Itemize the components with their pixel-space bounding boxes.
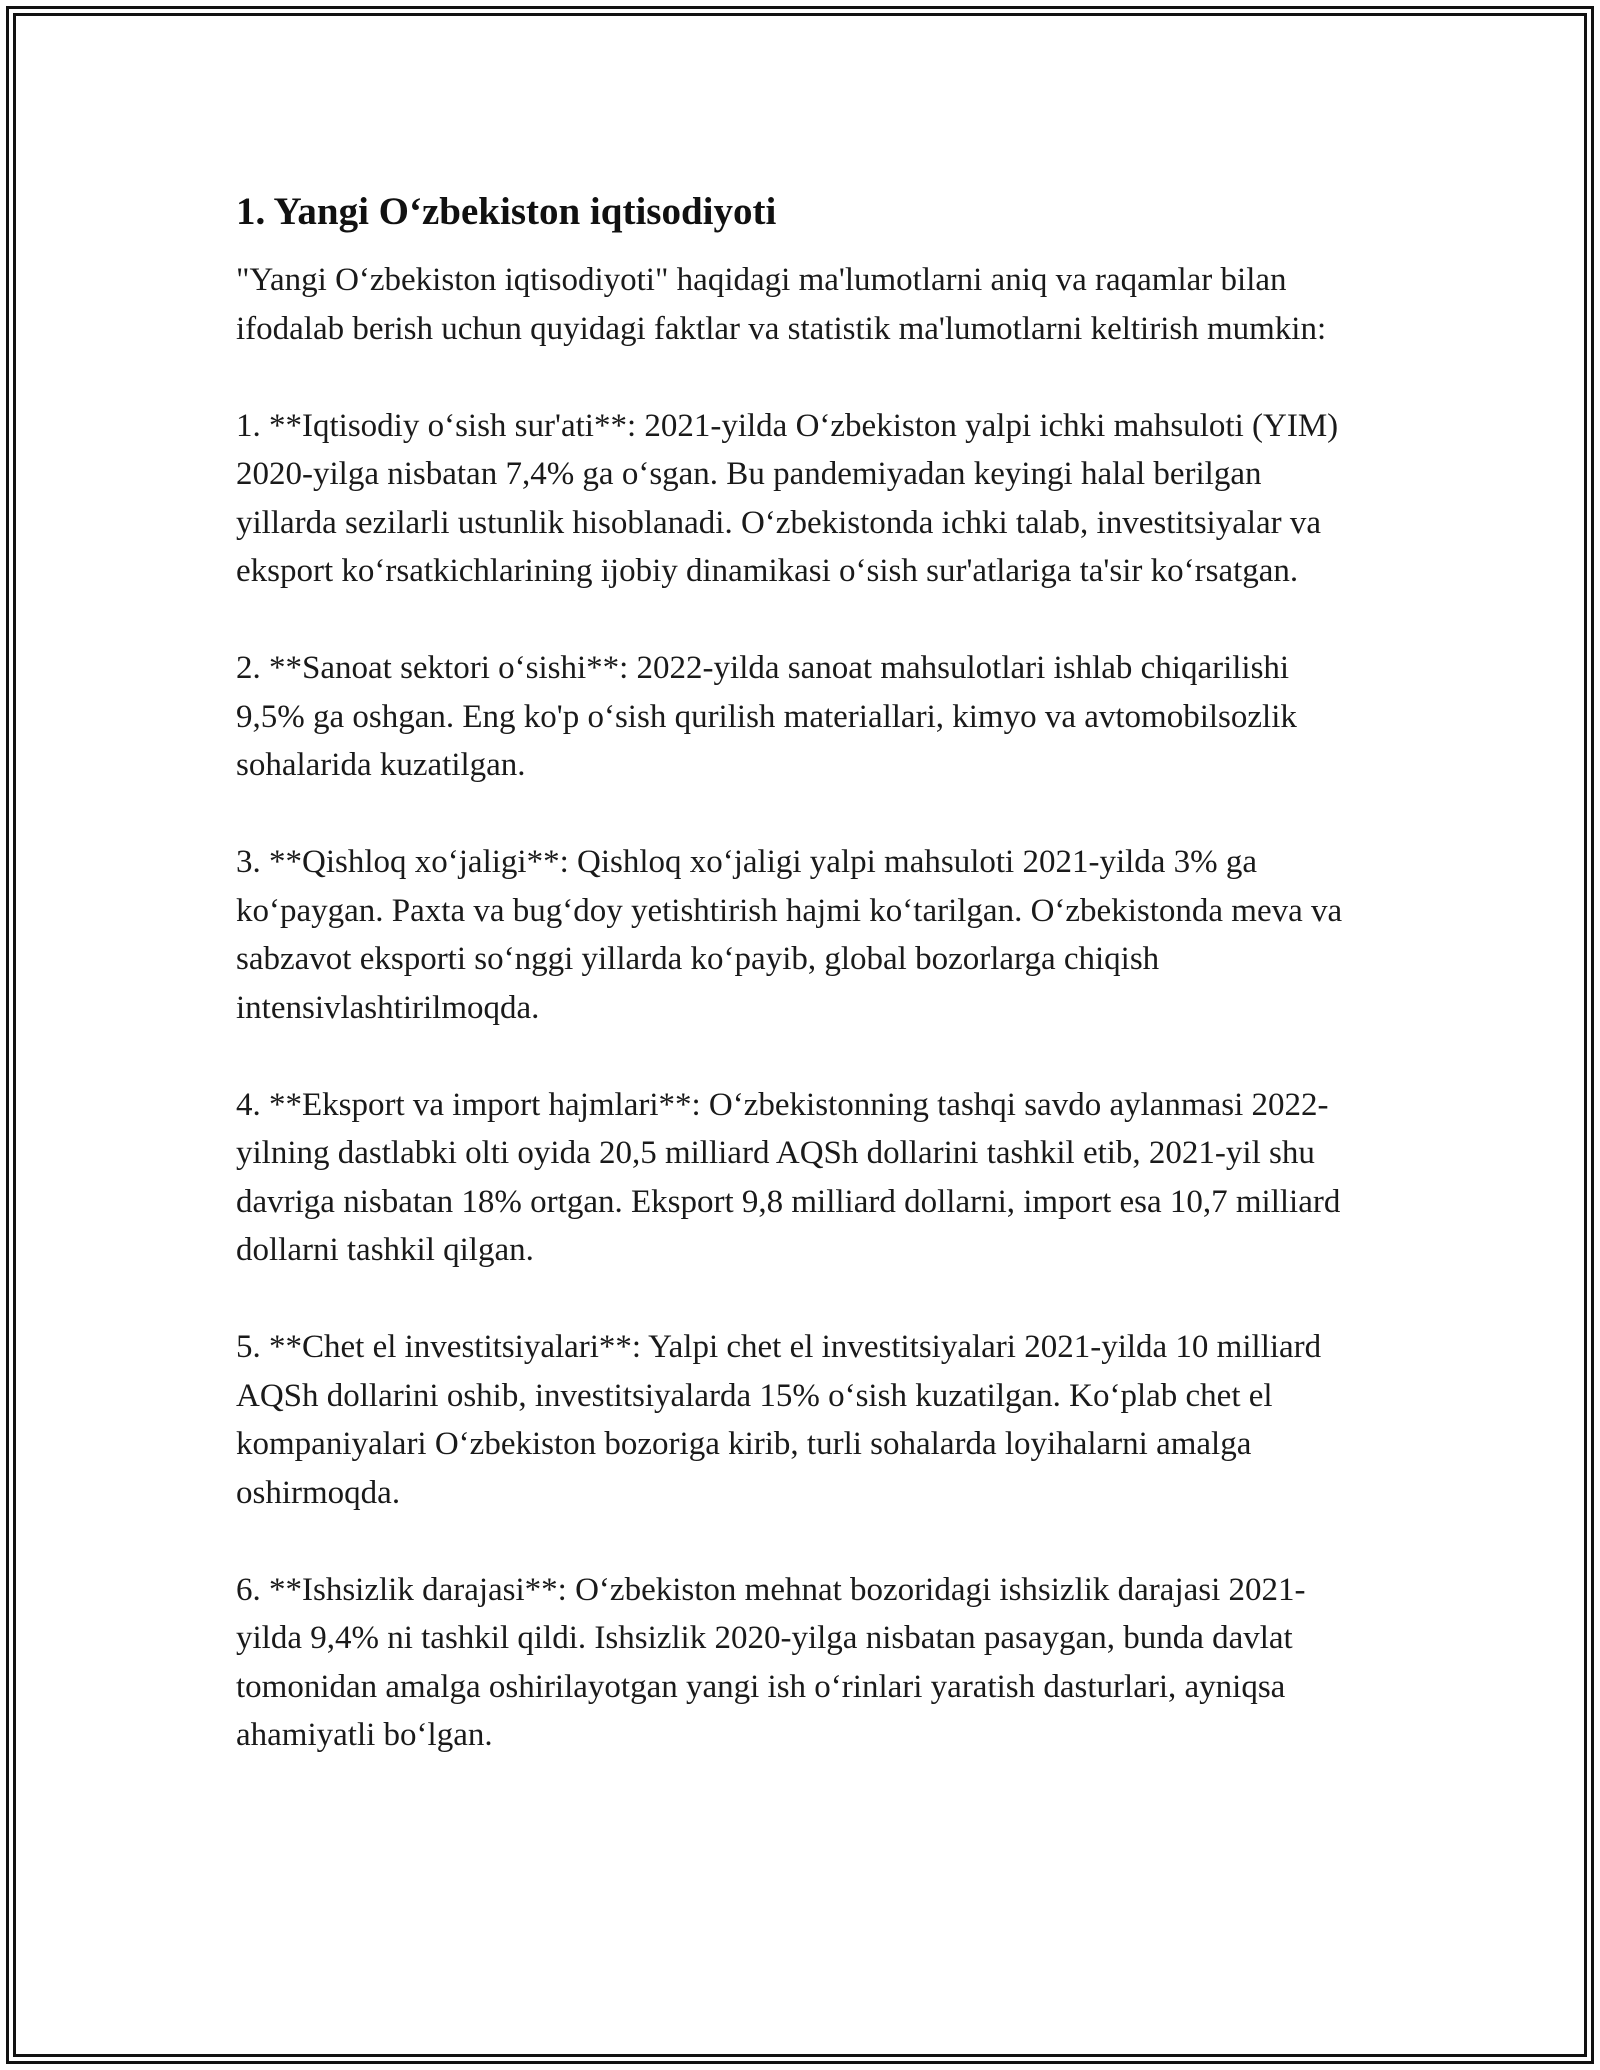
- list-item-industry-growth: 2. **Sanoat sektori o‘sishi**: 2022-yilda sanoat mahsulotlari ishlab chiqarilishi 9,5% ga oshgan. Eng ko'p o‘sish qurilish materiallari, kimyo va avtomobilsozlik sohalarida kuzatilgan.: [236, 650, 1297, 783]
- document-title: 1. Yangi O‘zbekiston iqtisodiyoti: [236, 190, 777, 233]
- list-item-unemployment: 6. **Ishsizlik darajasi**: O‘zbekiston mehnat bozoridagi ishsizlik darajasi 2021-yilda 9,4% ni tashkil qildi. Ishsizlik 2020-yilga nisbatan pasaygan, bunda davlat tomonidan amalga oshirilayotgan yangi ish o‘rinlari yaratish dasturlari, ayniqsa ahamiyatli bo‘lgan.: [236, 1571, 1306, 1753]
- list-item-economic-growth: 1. **Iqtisodiy o‘sish sur'ati**: 2021-yilda O‘zbekiston yalpi ichki mahsuloti (YIM) 2020-yilga nisbatan 7,4% ga o‘sgan. Bu pandemiyadan keyingi halal berilgan yillarda sezilarli ustunlik hisoblanadi. O‘zbekistonda ichki talab, investitsiyalar va eksport ko‘rsatkichlarining ijobiy dinamikasi o‘sish sur'atlariga ta'sir ko‘rsatgan.: [236, 407, 1339, 589]
- list-item-foreign-investment: 5. **Chet el investitsiyalari**: Yalpi chet el investitsiyalari 2021-yilda 10 milliard AQSh dollarini oshib, investitsiyalarda 15% o‘sish kuzatilgan. Ko‘plab chet el kompaniyalari O‘zbekiston bozoriga kirib, turli sohalarda loyihalarni amalga oshirmoqda.: [236, 1329, 1322, 1511]
- list-item-agriculture: 3. **Qishloq xo‘jaligi**: Qishloq xo‘jaligi yalpi mahsuloti 2021-yilda 3% ga ko‘paygan. Paxta va bug‘doy yetishtirish hajmi ko‘tarilgan. O‘zbekistonda meva va sabzavot eksporti so‘nggi yillarda ko‘payib, global bozorlarga chiqish intensivlashtirilmoqda.: [236, 844, 1343, 1026]
- document-body: [236, 188, 1366, 1808]
- list-item-export-import: 4. **Eksport va import hajmlari**: O‘zbekistonning tashqi savdo aylanmasi 2022-yilning dastlabki olti oyida 20,5 milliard AQSh dollarini tashkil etib, 2021-yil shu davriga nisbatan 18% ortgan. Eksport 9,8 milliard dollarni, import esa 10,7 milliard dollarni tashkil qilgan.: [236, 1086, 1341, 1268]
- intro-paragraph: "Yangi O‘zbekiston iqtisodiyoti" haqidagi ma'lumotlarni aniq va raqamlar bilan ifodalab berish uchun quyidagi faktlar va statistik ma'lumotlarni keltirish mumkin:: [236, 262, 1327, 347]
